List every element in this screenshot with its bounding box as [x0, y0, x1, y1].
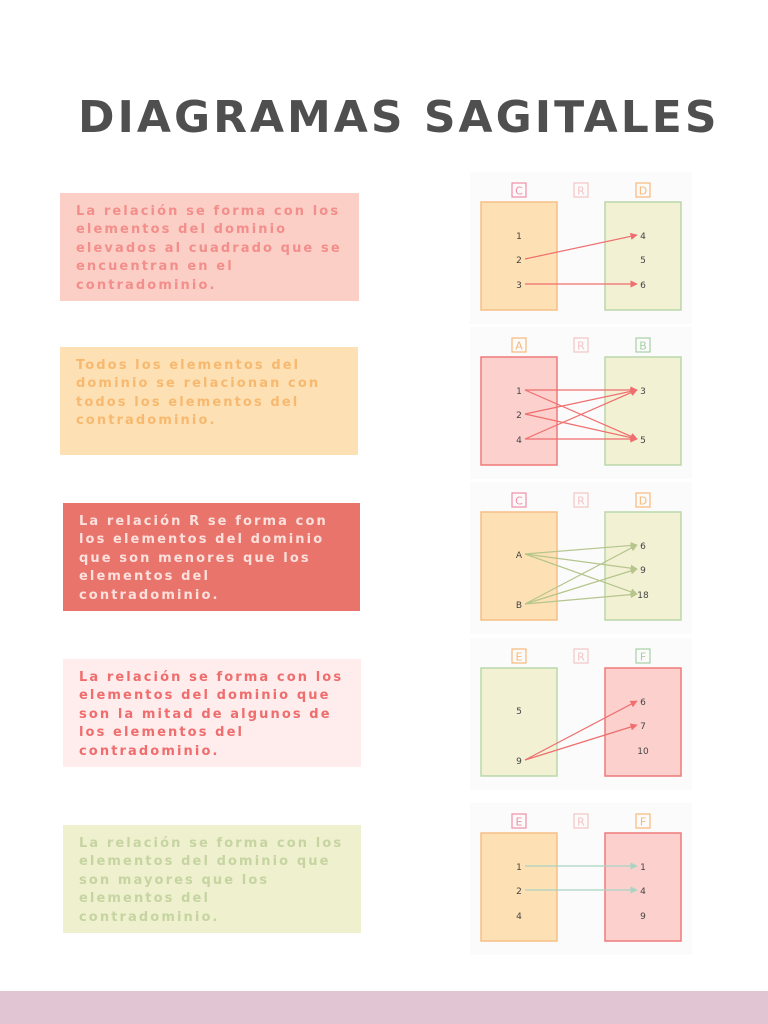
- domain-element: 1: [516, 863, 522, 873]
- diagram-svg: [470, 172, 692, 324]
- codomain-element: 4: [640, 232, 646, 242]
- diagram-svg: [470, 327, 692, 479]
- domain-element: A: [515, 551, 523, 561]
- card-text-line: son la mitad de algunos de: [79, 706, 332, 722]
- page-title: DIAGRAMAS SAGITALES: [78, 92, 720, 143]
- codomain-element: 4: [640, 887, 646, 897]
- set-label-right: F: [639, 650, 647, 664]
- set-label-mid: R: [577, 650, 585, 664]
- set-label-left: C: [515, 184, 523, 198]
- codomain-element: 5: [640, 436, 646, 446]
- codomain-element: 9: [640, 566, 646, 576]
- set-label-mid: R: [577, 339, 585, 353]
- card-text-line: encuentran en el: [76, 259, 234, 275]
- codomain-element: 6: [640, 698, 646, 708]
- card-text-line: contradominio.: [79, 587, 220, 603]
- description-card-3: [63, 503, 360, 611]
- domain-element: 5: [516, 707, 522, 717]
- description-card-4: [63, 659, 361, 767]
- description-card-1: [60, 193, 359, 301]
- diagram-svg: [470, 803, 692, 955]
- codomain-element: 6: [640, 281, 646, 291]
- card-text-line: los elementos del dominio: [79, 532, 325, 548]
- card-text-line: elevados al cuadrado que se: [76, 240, 342, 256]
- domain-element: 3: [516, 281, 522, 291]
- sagittal-diagram-4: [470, 638, 692, 790]
- set-label-right: D: [638, 184, 648, 198]
- set-label-right: D: [638, 494, 648, 508]
- card-text-line: elementos del dominio que: [79, 688, 331, 704]
- sagittal-diagram-1: [470, 172, 692, 324]
- card-text-line: elementos del: [79, 891, 210, 907]
- sagittal-diagram-3: [470, 482, 692, 634]
- domain-element: 2: [516, 887, 522, 897]
- codomain-element: 9: [640, 912, 646, 922]
- description-card-2: [60, 347, 358, 455]
- codomain-element: 7: [640, 722, 646, 732]
- diagram-svg: [470, 482, 692, 634]
- set-label-right: B: [639, 339, 647, 353]
- codomain-element: 5: [640, 256, 646, 266]
- set-label-left: E: [515, 650, 523, 664]
- domain-element: 1: [516, 387, 522, 397]
- domain-element: 1: [516, 232, 522, 242]
- codomain-element: 6: [640, 542, 646, 552]
- card-text-line: contradominio.: [79, 743, 220, 759]
- card-text-line: contradominio.: [79, 909, 220, 925]
- codomain-element: 10: [637, 747, 649, 757]
- card-text-line: La relación R se forma con: [79, 514, 328, 529]
- card-text-line: contradominio.: [76, 413, 217, 429]
- set-label-right: F: [639, 815, 647, 829]
- card-text-line: elementos del dominio: [76, 222, 288, 238]
- set-label-left: A: [515, 339, 523, 353]
- card-text-line: elementos del: [79, 569, 210, 585]
- card-text-line: dominio se relacionan con: [76, 376, 321, 392]
- domain-element: 2: [516, 411, 522, 421]
- sagittal-diagram-5: [470, 803, 692, 955]
- card-text-line: todos los elementos del: [76, 394, 300, 410]
- card-text-line: La relación se forma con los: [79, 836, 344, 851]
- card-text-line: La relación se forma con los: [79, 670, 344, 685]
- diagram-svg: [470, 638, 692, 790]
- card-text-line: son mayores que los: [79, 872, 270, 888]
- footer-band: [0, 991, 768, 1024]
- card-text-line: que son menores que los: [79, 550, 311, 566]
- card-text-line: Todos los elementos del: [76, 358, 301, 373]
- set-label-mid: R: [577, 815, 585, 829]
- card-text-line: los elementos del: [79, 725, 245, 741]
- card-text-line: elementos del dominio que: [79, 854, 331, 870]
- codomain-element: 1: [640, 863, 646, 873]
- domain-element: 4: [516, 912, 522, 922]
- domain-element: 9: [516, 757, 522, 767]
- domain-element: 2: [516, 256, 522, 266]
- set-label-mid: R: [577, 184, 585, 198]
- domain-element: 4: [516, 436, 522, 446]
- card-text-line: contradominio.: [76, 277, 217, 293]
- description-card-5: [63, 825, 361, 933]
- set-label-left: C: [515, 494, 523, 508]
- codomain-element: 18: [637, 591, 649, 601]
- codomain-box: [605, 357, 681, 465]
- codomain-element: 3: [640, 387, 646, 397]
- domain-element: B: [515, 601, 523, 611]
- set-label-mid: R: [577, 494, 585, 508]
- set-label-left: E: [515, 815, 523, 829]
- sagittal-diagram-2: [470, 327, 692, 479]
- card-text-line: La relación se forma con los: [76, 204, 341, 219]
